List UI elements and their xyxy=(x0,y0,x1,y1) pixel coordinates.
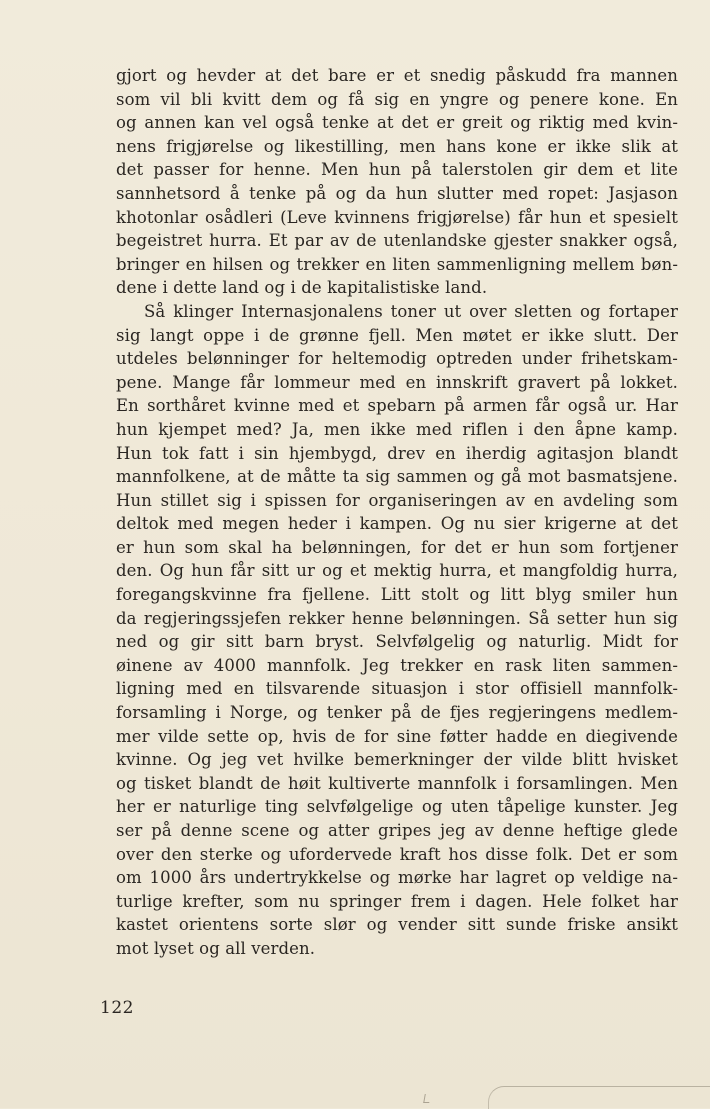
text-line: øinene av 4000 mannfolk. Jeg trekker en rask liten sammen- xyxy=(116,655,678,675)
text-line: mer vilde sette op, hvis de for sine føtter hadde en diegivende xyxy=(116,726,678,746)
text-line: forsamling i Norge, og tenker på de fjes regjeringens medlem- xyxy=(116,703,678,723)
text-line: kvinne. Og jeg vet hvilke bemerkninger der vilde blitt hvisket xyxy=(116,750,678,770)
text-line: pene. Mange får lommeur med en innskrift gravert på lokket. xyxy=(116,372,678,392)
text-line: mannfolkene, at de måtte ta sig sammen og gå mot basmatsjene. xyxy=(116,467,678,487)
text-line: Hun tok fatt i sin hjembygd, drev en iherdig agitasjon blandt xyxy=(116,443,678,463)
text-line: ser på denne scene og atter gripes jeg av denne heftige glede xyxy=(116,821,678,840)
text-line: begeistret hurra. Et par av de utenlandske gjester snakker også, xyxy=(116,231,678,251)
text-line: over den sterke og ufordervede kraft hos disse folk. Det er som xyxy=(116,844,678,864)
text-line: bringer en hilsen og trekker en liten sammenligning mellem bøn- xyxy=(116,254,678,274)
text-line: her er naturlige ting selvfølgelige og uten tåpelige kunster. Jeg xyxy=(116,797,678,817)
text-line: turlige krefter, som nu springer frem i dagen. Hele folket har xyxy=(116,891,678,911)
text-line: da regjeringssjefen rekker henne belønningen. Så setter hun sig xyxy=(116,608,678,628)
text-line: khotonlar osådleri (Leve kvinnens frigjørelse) får hun et spesielt xyxy=(116,207,678,227)
text-line: og annen kan vel også tenke at det er greit og riktig med kvin- xyxy=(116,113,678,133)
text-line: Hun stillet sig i spissen for organiseringen av en avdeling som xyxy=(116,490,678,510)
text-line: sig langt oppe i de grønne fjell. Men møtet er ikke slutt. Der xyxy=(116,325,678,345)
text-line: gjort og hevder at det bare er et snedig påskudd fra mannen xyxy=(116,66,678,85)
text-line: utdeles belønninger for heltemodig optreden under frihetskam- xyxy=(116,349,678,369)
text-line: hun kjempet med? Ja, men ikke med riflen i den åpne kamp. xyxy=(116,419,678,439)
text-line: kastet orientens sorte slør og vender sitt sunde friske ansikt xyxy=(116,915,678,935)
text-line: er hun som skal ha belønningen, for det er hun som fortjener xyxy=(116,537,678,557)
text-line: deltok med megen heder i kampen. Og nu sier krigerne at det xyxy=(116,514,678,534)
text-line: om 1000 års undertrykkelse og mørke har lagret op veldige na- xyxy=(116,868,678,888)
text-line: dene i dette land og i de kapitalistiske land. xyxy=(116,278,488,298)
text-line: ned og gir sitt barn bryst. Selvfølgelig og naturlig. Midt for xyxy=(116,632,678,652)
text-line: den. Og hun får sitt ur og et mektig hurra, et mangfoldig hurra, xyxy=(116,561,678,581)
text-line: En sorthåret kvinne med et spebarn på armen får også ur. Har xyxy=(116,396,678,416)
page-edge-curl xyxy=(488,1086,710,1109)
text-line: ligning med en tilsvarende situasjon i stor offisiell mannfolk- xyxy=(116,679,678,699)
text-line: mot lyset og all verden. xyxy=(116,938,316,958)
text-line: som vil bli kvitt dem og få sig en yngre og penere kone. En xyxy=(116,89,678,109)
text-line: Så klinger Internasjonalens toner ut over sletten og fortaper xyxy=(144,301,678,321)
text-line: og tisket blandt de høit kultiverte mannfolk i forsamlingen. Men xyxy=(116,773,678,793)
text-line: det passer for henne. Men hun på talerstolen gir dem et lite xyxy=(116,160,678,180)
text-line: foregangskvinne fra fjellene. Litt stolt og litt blyg smiler hun xyxy=(116,585,678,605)
text-line: nens frigjørelse og likestilling, men hans kone er ikke slik at xyxy=(116,136,678,156)
text-line: sannhetsord å tenke på og da hun slutter med ropet: Jasjason xyxy=(116,183,678,203)
body-text xyxy=(116,64,678,961)
page-number: 122 xyxy=(100,998,134,1018)
